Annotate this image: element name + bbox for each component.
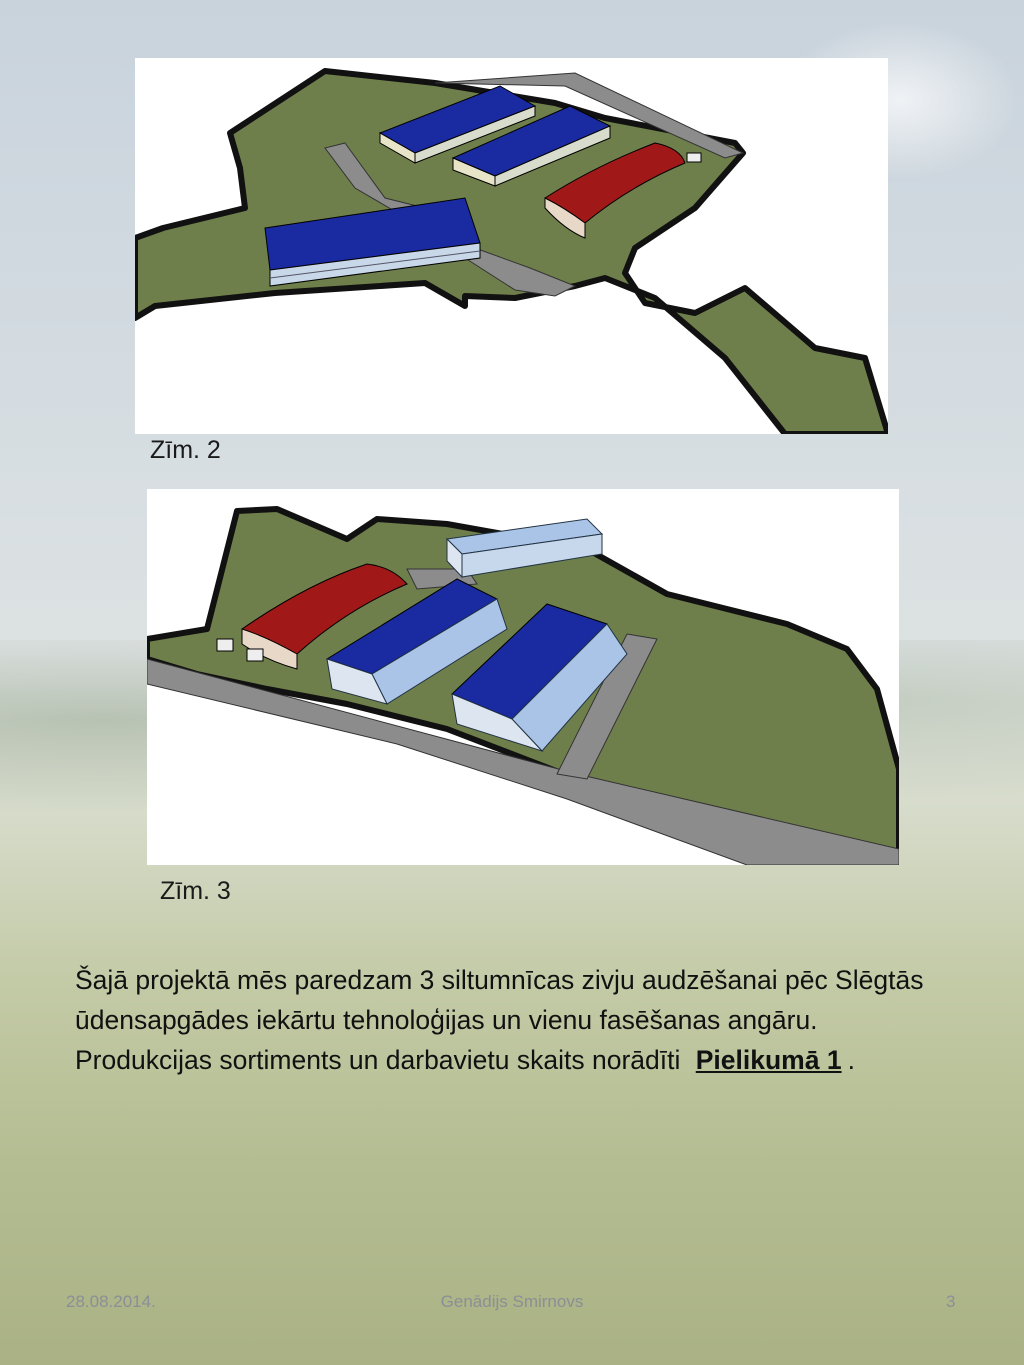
figure-2-image <box>135 58 888 434</box>
truck <box>217 639 233 651</box>
appendix-1-link[interactable]: Pielikumā 1 <box>695 1045 842 1075</box>
appendix-reference-period: . <box>847 1045 855 1075</box>
figure-3-image <box>147 489 899 865</box>
truck <box>687 153 701 162</box>
footer-author: Genādijs Smirnovs <box>440 1292 584 1311</box>
figure-3-caption: Zīm. 3 <box>160 877 231 905</box>
appendix-reference-text: Produkcijas sortiments un darbavietu skaits norādīti <box>75 1045 681 1075</box>
truck <box>247 649 263 661</box>
paragraph-appendix-reference <box>75 1040 975 1080</box>
figure-2-caption: Zīm. 2 <box>150 436 221 464</box>
paragraph-project-description: Šajā projektā mēs paredzam 3 siltumnīcas zivju audzēšanai pēc Slēgtās ūdensapgādes iekārtu tehnoloģijas un vienu fasēšanas angāru. <box>75 965 924 1035</box>
footer-page-number: 3 <box>946 1292 956 1311</box>
footer-date: 28.08.2014. <box>66 1292 156 1311</box>
slide-body-text <box>75 960 975 1080</box>
